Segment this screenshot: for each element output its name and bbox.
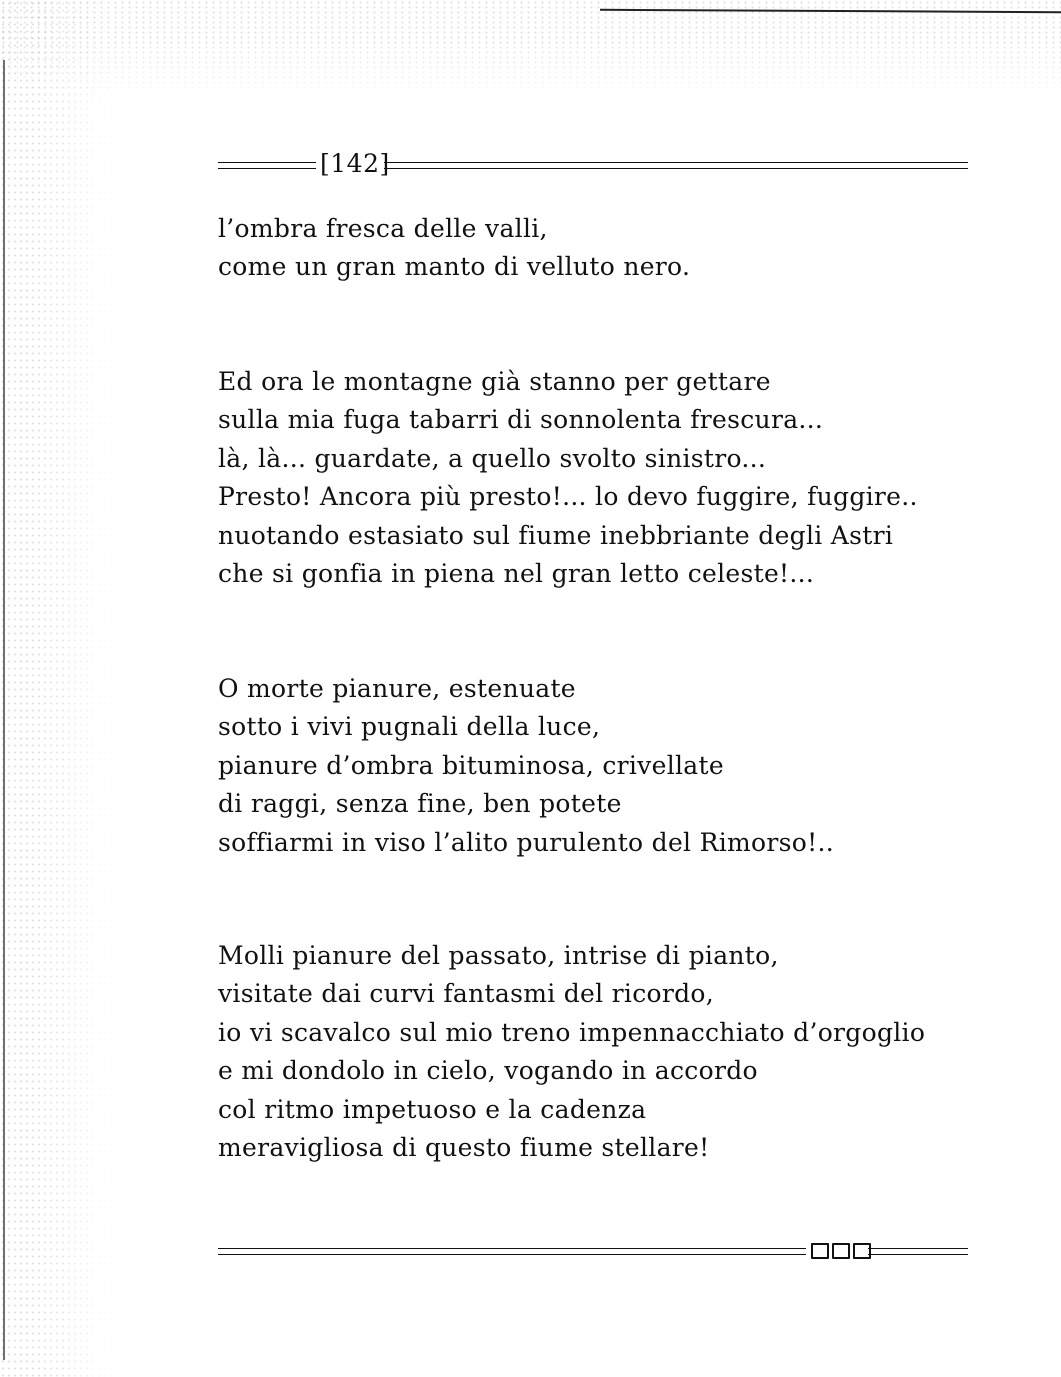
footer-rule-right [868,1248,968,1255]
stanza-3 [218,670,834,862]
poem-line: io vi scavalco sul mio treno impennacchiato d’orgoglio [218,1017,926,1047]
poem-line: l’ombra fresca delle valli, [218,214,548,243]
footer-rule-left [218,1248,806,1255]
poem-line: col ritmo impetuoso e la cadenza [218,1094,647,1124]
poem-line: nuotando estasiato sul fiume inebbriante degli Astri [218,520,894,550]
poem-line: O morte pianure, estenuate [218,674,576,703]
poem-line: pianure d’ombra bituminosa, crivellate [218,750,724,780]
stanza-2 [218,363,918,593]
scan-noise-left [0,0,120,1377]
header-rule-left [218,162,316,169]
stanza-1 [218,210,690,287]
page-footer [218,1240,970,1266]
header-rule-right [384,162,968,169]
poem-line: sulla mia fuga tabarri di sonnolenta frescura... [218,405,824,435]
stanza-4 [218,937,925,1167]
poem-line: sotto i vivi pugnali della luce, [218,712,601,742]
poem-line: là, là... guardate, a quello svolto sinistro... [218,443,767,473]
ornament-box-icon [811,1243,829,1259]
footer-ornament [811,1243,871,1261]
scan-edge-left [3,60,5,1360]
page-header [218,148,970,184]
ornament-box-icon [832,1243,850,1259]
poem-line: come un gran manto di velluto nero. [218,252,691,282]
poem-line: soffiarmi in viso l’alito purulento del Rimorso!.. [218,827,834,857]
poem-line: Molli pianure del passato, intrise di pianto, [218,941,779,970]
poem-line: che si gonfia in piena nel gran letto celeste!... [218,559,815,589]
poem-line: di raggi, senza fine, ben potete [218,789,622,819]
poem-line: e mi dondolo in cielo, vogando in accordo [218,1056,758,1086]
poem-line: Ed ora le montagne già stanno per gettare [218,367,771,396]
poem-line: Presto! Ancora più presto!... lo devo fuggire, fuggire.. [218,482,918,512]
page-number: [142] [320,149,390,178]
poem-line: meravigliosa di questo fiume stellare! [218,1133,710,1163]
scan-noise-top [0,0,1061,100]
poem-line: visitate dai curvi fantasmi del ricordo, [218,979,715,1009]
